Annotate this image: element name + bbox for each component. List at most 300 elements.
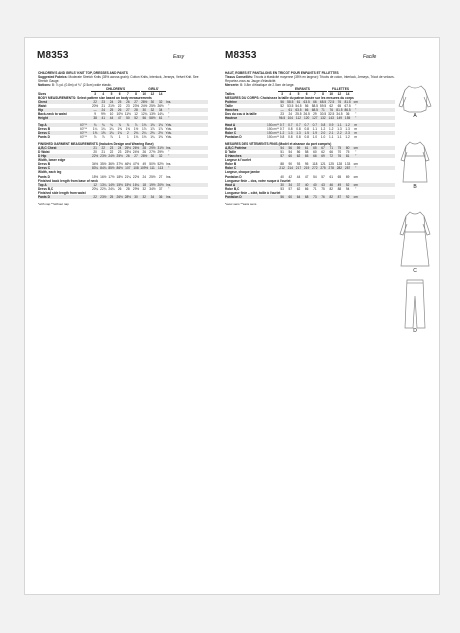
cell: 1⅛	[142, 122, 147, 127]
cell: 80	[345, 145, 350, 150]
row-units: m	[354, 135, 358, 140]
size-value: 4	[102, 91, 105, 96]
cell: 62	[329, 104, 333, 109]
cell: 27	[134, 99, 138, 104]
row-label: Pantalon D	[225, 174, 242, 179]
cell: 34	[288, 182, 293, 187]
cell: 29½	[157, 149, 164, 154]
cell: 32	[158, 154, 163, 159]
cell: 62	[296, 154, 301, 159]
cell: 1.2	[279, 131, 285, 136]
cell: 30	[134, 195, 138, 200]
cell: 1⅛	[150, 122, 155, 127]
row-units: Ins.	[166, 182, 172, 187]
group-label-girls: GIRLS'	[141, 87, 166, 91]
cell: 71	[321, 108, 325, 113]
cell: 28	[126, 186, 130, 191]
cell: 12¾	[141, 112, 148, 117]
cell: 143	[328, 116, 334, 121]
cell: 34½	[149, 186, 156, 191]
cell: 35½	[100, 162, 107, 167]
row-label: Pants D	[38, 174, 50, 179]
cell: 64	[296, 195, 301, 200]
cell: 26	[126, 154, 130, 159]
row-label: D Hanches	[225, 154, 242, 159]
cell: 43	[321, 182, 325, 187]
sizes-label: Sizes	[38, 91, 47, 96]
cell: 94	[345, 186, 350, 191]
cell: 21	[101, 104, 106, 109]
cell: 76	[321, 195, 325, 200]
finished-subheading: Largeur, chaque jambe	[225, 170, 260, 175]
cell: 1¼	[150, 135, 155, 140]
cell: 95	[304, 162, 309, 167]
size-value: 12	[150, 91, 155, 96]
cell: 0.8	[288, 127, 293, 132]
row-units: "	[168, 166, 170, 171]
row-label: Taille	[225, 104, 233, 109]
cell: 23	[126, 104, 130, 109]
cell: 107	[125, 166, 131, 171]
cell: 219	[303, 166, 310, 171]
row-label: Pants D	[38, 195, 50, 200]
row-units: cm	[353, 174, 358, 179]
pattern-number-right: M8353	[225, 50, 257, 61]
cell: 112	[295, 116, 302, 121]
size-value: 3	[281, 91, 283, 96]
finished-heading: FINISHED GARMENT MEASUREMENTS (Includes Design and Wearing Ease)	[38, 141, 154, 146]
pattern-number-left: M8353	[37, 50, 69, 61]
cell: 76	[329, 108, 333, 113]
cell: 0.8	[279, 135, 285, 140]
cell: 32.5	[328, 112, 335, 117]
row-label: Robe C	[225, 131, 237, 136]
cell: 62	[296, 186, 301, 191]
cell: 56	[296, 149, 301, 154]
size-value: 8	[135, 91, 137, 96]
cell: 1¼	[92, 127, 98, 132]
cell: 1¾	[109, 131, 114, 136]
cell: 29½	[149, 145, 156, 150]
row-units: "	[355, 154, 357, 159]
cell: 50	[126, 116, 130, 121]
cell: 93	[296, 162, 301, 167]
row-units: Ins.	[166, 174, 172, 179]
cell: 1.5	[304, 131, 309, 136]
cell: 1	[118, 135, 121, 140]
row-label: Top A	[38, 122, 47, 127]
cell: 81	[345, 154, 350, 159]
cell: 1⅞	[150, 127, 155, 132]
row-unit: 150cm**	[267, 122, 280, 127]
figure-label-d: D	[413, 328, 417, 334]
size-value: 12	[337, 91, 342, 96]
row-units: "	[168, 104, 170, 109]
cell: —	[280, 108, 284, 113]
size-value: 10	[142, 91, 146, 96]
cell: 59.5	[319, 104, 327, 109]
cell: 75	[345, 149, 350, 154]
cell: 214	[287, 166, 293, 171]
row-label: Dress C	[38, 131, 51, 136]
cell: 20½	[157, 182, 164, 187]
cell: 278	[328, 166, 334, 171]
cell: 56	[304, 104, 309, 109]
cell: 28	[142, 145, 146, 150]
cell: 25½	[116, 154, 123, 159]
cell: 1⅞	[142, 127, 147, 132]
row-units: Yds.	[165, 131, 172, 136]
cell: 53.5	[287, 104, 294, 109]
cell: 54	[280, 145, 284, 150]
cell: 23	[280, 112, 284, 117]
notions-label: Notions:	[38, 83, 51, 88]
cell: 18½	[116, 174, 123, 179]
row-units: cm	[353, 162, 358, 167]
row-label: Robe B	[225, 127, 237, 132]
row-units: "	[355, 166, 357, 171]
cell: 2.1	[329, 131, 334, 136]
finished-row	[225, 195, 395, 199]
cell: 0.7	[304, 122, 309, 127]
cell: 1.1	[329, 135, 334, 140]
cell: 2	[126, 131, 129, 136]
cell: 0.9	[329, 122, 334, 127]
row-units: "	[168, 186, 170, 191]
cell: 23	[117, 149, 122, 154]
cell: 24	[101, 108, 106, 113]
cell: 47	[117, 116, 122, 121]
row-label: Dress B	[38, 162, 51, 167]
size-value: 14	[345, 91, 350, 96]
cell: 24½	[132, 149, 140, 154]
cell: 66	[304, 186, 309, 191]
cell: 1.3	[288, 131, 293, 136]
cell: 1⅛	[133, 135, 139, 140]
cell: 28½	[141, 154, 148, 159]
cell: 24½	[108, 154, 115, 159]
cell: 22	[93, 195, 97, 200]
cell: 28	[134, 108, 138, 113]
cell: 53	[280, 186, 284, 191]
cell: 47½	[132, 162, 140, 167]
group-label-girls: FILLETTES	[328, 87, 353, 91]
cell: 30	[150, 99, 155, 104]
cell: 1⅝	[92, 131, 98, 136]
cell: 88	[280, 162, 284, 167]
cell: 22½	[132, 174, 140, 179]
cell: 37	[158, 186, 163, 191]
cell: 28½	[141, 99, 148, 104]
cell: 96.5	[278, 116, 286, 121]
row-units: Ins.	[166, 99, 172, 104]
cell: 52	[345, 182, 350, 187]
cell: 61	[158, 116, 163, 121]
finished-subheading: Finished side length from waist	[38, 190, 86, 195]
row-unit: 150cm**	[267, 131, 280, 136]
row-unit	[267, 166, 278, 170]
cell: 56	[280, 99, 284, 104]
cell: 56	[288, 145, 293, 150]
cell: 63.5	[295, 108, 302, 113]
cell: 1.1	[337, 122, 342, 127]
finished-heading: MESURES DES VÊTEMENTS FINIS (Modèl et aisance du port compris)	[225, 141, 332, 146]
row-units: "	[168, 116, 170, 121]
cell: 54	[288, 149, 293, 154]
cell: 1.1	[337, 135, 342, 140]
cell: 75	[321, 186, 325, 191]
cell: 71	[313, 186, 317, 191]
cell: 26	[126, 99, 130, 104]
cell: 46½	[124, 162, 131, 167]
cell: 20½	[91, 104, 99, 109]
size-value: 8	[322, 91, 324, 96]
cell: 12	[93, 182, 97, 187]
cell: 36	[158, 195, 163, 200]
figure-label-a: A	[413, 113, 417, 119]
cell: 2.0	[320, 131, 326, 136]
fabrics-label: Suggested Fabrics:	[38, 75, 68, 80]
fabrics-text: Tricots à élasticité moyenne (35% en largeur): Tricots de coton, Interlock, Jerseys, Tricot de velours. Reportez-vous au Jauge d'élasticité.	[225, 75, 395, 84]
row-units: m	[354, 131, 358, 136]
cell: 0.7	[279, 127, 285, 132]
finished-subheading: Width, lower edge	[38, 158, 66, 163]
cell: 27½	[149, 149, 156, 154]
group-label-children: CHILDREN'S	[91, 87, 140, 91]
cell: ¾	[110, 122, 113, 127]
section-title: CHILDREN'S AND GIRLS' KNIT TOP, DRESSES AND PANTS	[38, 71, 128, 75]
cell: 121	[320, 162, 326, 167]
cell: 72.5	[328, 99, 335, 104]
cell: 70	[337, 149, 342, 154]
cell: 26½	[157, 104, 164, 109]
cell: 287	[344, 166, 351, 171]
cell: 18	[142, 182, 146, 187]
cell: 56	[142, 116, 146, 121]
size-value: 6	[118, 91, 121, 96]
cell: 58.5	[287, 99, 294, 104]
suggested-fabrics	[225, 75, 395, 83]
row-label: Hip	[38, 108, 44, 113]
cell: 27	[134, 154, 138, 159]
row-units: "	[355, 112, 357, 117]
english-column	[38, 71, 208, 206]
row-units: Ins.	[166, 145, 172, 150]
cell: 60	[288, 154, 293, 159]
cell: 128	[336, 162, 343, 167]
cell: 25	[117, 99, 122, 104]
cell: 1.3	[345, 127, 350, 132]
row-label: Dress C	[38, 166, 51, 171]
cell: 41	[101, 116, 106, 121]
cell: 0.7	[312, 122, 318, 127]
cell: 14½	[108, 182, 115, 187]
cell: 21½	[108, 104, 115, 109]
cell: 25	[109, 108, 114, 113]
cell: 24	[288, 112, 293, 117]
cell: 10½	[116, 112, 123, 117]
cell: 26½	[116, 195, 123, 200]
row-label: Haut A	[225, 122, 236, 127]
cell: 16½	[100, 174, 107, 179]
cell: 86.5	[344, 108, 351, 113]
body-measurements-heading: BODY MEASUREMENTS: Select pattern size based on body measurements	[38, 95, 152, 100]
cell: 32	[142, 186, 146, 191]
cell: 29½	[132, 186, 140, 191]
cell: 21¼	[124, 174, 131, 179]
cell: 21	[101, 149, 106, 154]
pattern-envelope-sheet	[24, 37, 440, 595]
row-units: cm	[353, 182, 358, 187]
row-unit	[80, 154, 91, 158]
cell: 26	[117, 108, 122, 113]
cell: 34.5	[336, 112, 343, 117]
cell: 58	[304, 149, 309, 154]
size-value: 5	[110, 91, 113, 96]
cell: 40	[313, 182, 317, 187]
row-unit: 60"**	[80, 131, 88, 136]
cell: 0.8	[320, 122, 326, 127]
cell: 1¾	[117, 131, 122, 136]
row-unit	[80, 166, 91, 170]
cell: 28½	[124, 195, 131, 200]
cell: 68	[304, 195, 309, 200]
cell: 23½	[132, 104, 140, 109]
cell: 36½	[108, 162, 115, 167]
cell: 37	[296, 182, 301, 187]
cell: 81.5	[344, 99, 351, 104]
cell: 12	[134, 112, 138, 117]
cell: 1⅜	[158, 135, 163, 140]
cell: 2¼	[142, 131, 147, 136]
cell: 66	[313, 154, 317, 159]
cell: 69	[321, 154, 325, 159]
row-unit: 60"**	[80, 122, 88, 127]
finished-subheading: Finished back length from base of neck	[38, 178, 98, 183]
row-label: A,B,C Poitrine	[225, 145, 247, 150]
cell: 65	[337, 174, 342, 179]
cell: 52½	[157, 162, 164, 167]
cell: 61	[288, 108, 293, 113]
cell: 15½	[116, 182, 123, 187]
cell: 23	[101, 99, 106, 104]
cell: 212	[279, 166, 285, 171]
row-units: "	[168, 112, 170, 117]
row-units: Yds.	[165, 135, 172, 140]
row-label: Robe B	[225, 162, 237, 167]
row-label: Pantalon D	[225, 195, 242, 200]
cell: 1.2	[345, 122, 350, 127]
cell: 25½	[124, 145, 131, 150]
cell: 30	[150, 154, 155, 159]
cell: 56	[280, 195, 284, 200]
cell: 75	[337, 145, 342, 150]
group-label-children: ENFANTS	[278, 87, 327, 91]
section-title: HAUT, ROBES ET PANTALONS EN TRICOT POUR ENFANTS ET FILLETTES	[225, 71, 339, 75]
cell: 1.1	[312, 127, 318, 132]
finished-subheading: Longueur finie – dos, votre nuque à l'ourlet	[225, 178, 291, 183]
cell: ⅞	[101, 135, 105, 140]
cell: 2.2	[337, 131, 342, 136]
cell: 1⅛	[158, 122, 163, 127]
row-label: D Taille	[225, 149, 237, 154]
row-unit: 150cm**	[267, 127, 280, 132]
cell: 15½	[91, 174, 99, 179]
cell: 42	[288, 174, 293, 179]
row-units: "	[168, 154, 170, 159]
row-unit	[267, 116, 278, 120]
cell: 1⅝	[101, 131, 106, 136]
cell: 66	[304, 108, 309, 113]
cell: 13¼	[100, 182, 107, 187]
cell: 0.8	[304, 127, 309, 132]
cell: 34	[150, 195, 155, 200]
cell: 40	[304, 182, 309, 187]
cell: 22½	[91, 154, 99, 159]
cell: 61	[296, 99, 301, 104]
cell: 30	[142, 108, 146, 113]
size-value: 6	[305, 91, 308, 96]
cell: 34	[158, 108, 163, 113]
row-units: "	[355, 108, 357, 113]
row-units: "	[355, 104, 357, 109]
cell: 125	[328, 162, 334, 167]
row-label: Top A	[38, 182, 47, 187]
cell: 1.2	[320, 127, 326, 132]
french-column	[225, 71, 395, 206]
row-label: Waist	[38, 104, 47, 109]
cell: 104	[287, 116, 293, 121]
cell: 57	[280, 154, 284, 159]
cell: 66	[329, 149, 333, 154]
row-label: Poitrine	[225, 99, 237, 104]
cell: 0.8	[288, 135, 293, 140]
cell: 1⅛	[142, 135, 147, 140]
row-unit	[267, 195, 278, 199]
cell: 22	[101, 145, 106, 150]
cell: ¾	[93, 122, 97, 127]
cell: 60	[313, 149, 317, 154]
fabrics-text: Moderate Stretch Knits (35% across grain): Cotton Knits, Interlock, Jerseys, Velvet Knit. See Stretch Gauge.	[38, 75, 199, 84]
row-unit: 150cm**	[267, 135, 280, 140]
row-label: Pants D	[38, 135, 50, 140]
cell: 24	[117, 145, 122, 150]
cell: 22	[93, 99, 97, 104]
finished-subheading: Width, each leg	[38, 170, 62, 175]
row-units: "	[355, 186, 357, 191]
cell: 113	[158, 166, 164, 171]
cell: 14¼	[157, 112, 164, 117]
cell: 0.7	[279, 122, 285, 127]
row-label: Back-neck to waist	[38, 112, 67, 117]
cell: 44	[296, 174, 301, 179]
cell: 1.0	[320, 135, 326, 140]
cell: 37½	[116, 162, 123, 167]
cell: 111	[149, 166, 155, 171]
cell: 62	[321, 149, 325, 154]
cell: 54	[313, 174, 317, 179]
cell: 1.2	[329, 127, 334, 132]
cell: 13½	[149, 112, 156, 117]
cell: 155	[344, 116, 351, 121]
cell: 22	[109, 149, 114, 154]
cell: 65	[337, 104, 342, 109]
cell: 26½	[132, 145, 140, 150]
finished-subheading: Largeur à l'ourlet	[225, 158, 251, 163]
cell: 34½	[91, 162, 99, 167]
cell: 82	[329, 195, 333, 200]
easy-label-fr: Facile	[363, 54, 377, 60]
